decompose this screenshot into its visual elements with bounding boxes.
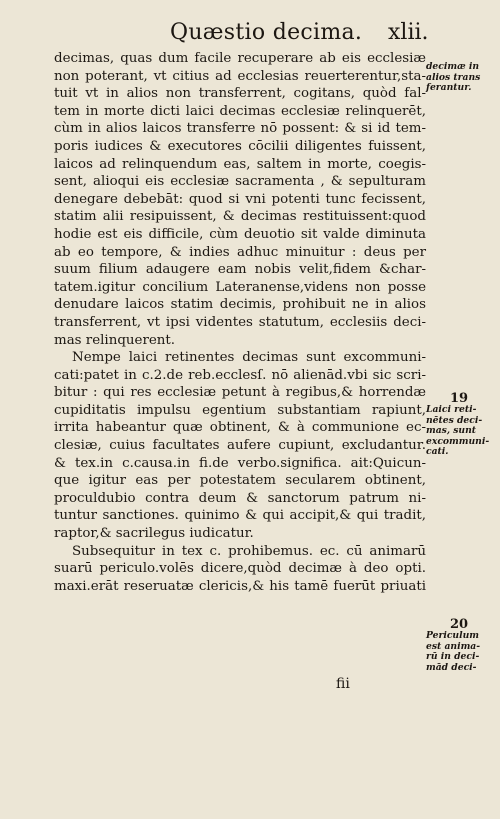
margin-line: cati. [426,446,449,458]
main-text-block [54,50,426,595]
paragraph-3 [54,543,426,596]
margin-line: est anima- [426,640,481,652]
text-line: raptor,& sacrilegus iudicatur. [54,526,254,542]
text-line: statim alii resipuissent, & decimas restituissent:quod [54,209,426,225]
text-line: tatem.igitur concilium Lateranense,videns non posse [54,279,426,295]
catchword: fii [336,676,350,692]
text-line: laicos ad relinquendum eas, saltem in morte, coegis- [54,156,426,172]
text-line: que igitur eas per potestatem secularem obtinent, [54,473,426,489]
text-line: maxi.erāt reseruatæ clericis,& his tamē fuerūt priuati [54,578,426,594]
text-line: hodie est eis difficile, cùm deuotio sit valde diminuta [54,226,426,242]
margin-line: mas, sunt [426,425,477,437]
text-line: denudare laicos statim decimis, prohibuit ne in alios [54,297,426,313]
margin-line: nētes deci- [426,414,483,426]
text-line: cupiditatis impulsu egentium substantiam rapiunt, [54,402,426,418]
text-line: tuit vt in alios non transferrent, cogitans, quòd fal- [54,86,426,102]
text-line: & tex.in c.causa.in fi.de verbo.significa. ait:Quicun- [54,455,426,471]
text-line: proculdubio contra deum & sanctorum patrum ni- [54,490,426,506]
margin-line: ferantur. [426,82,472,94]
text-line: Subsequitur in tex c. prohibemus. ec. cū animarū [72,543,426,559]
folio-number: xlii. [388,20,429,45]
margin-note-2 [426,392,498,458]
text-line: irrita habeantur quæ obtinent, & à communione ec- [54,420,426,436]
text-line: tem in morte dicti laici decimas ecclesiæ relinquerēt, [54,103,426,119]
margin-line: Periculum [426,630,480,641]
text-line: suum filium adaugere eam nobis velit,fidem &char- [54,262,426,278]
margin-note-number: 20 [450,617,469,632]
text-line: clesiæ, cuius facultates aufere cupiunt, excludantur. [54,438,426,454]
margin-line: mād deci- [426,661,477,673]
text-line: ab eo tempore, & indies adhuc minuitur : deus per [54,244,426,260]
margin-note-number: 19 [450,391,469,406]
text-line: sent, alioqui eis ecclesiæ sacramenta , & sepulturam [54,174,426,190]
text-line: Nempe laici retinentes decimas sunt excommuni- [72,350,426,366]
text-line: cùm in alios laicos transferre nō possent: & si id tem- [54,121,426,137]
margin-line: rū in deci- [426,651,480,663]
paragraph-1 [54,50,426,349]
margin-line: Laici reti- [426,404,477,415]
text-line: poris iudices & executores cōcilii diligentes fuissent, [54,138,426,154]
text-line: suarū periculo.volēs dicere,quòd decimæ à deo opti. [54,561,426,577]
margin-line: excommuni- [426,435,490,447]
margin-line: decimæ in [426,61,480,72]
paragraph-2 [54,349,426,543]
margin-line: alios trans [426,71,481,83]
running-title: Quæstio decima. [170,20,363,45]
text-line: cati:patet in c.2.de reb.ecclesſ. nō alienād.vbi sic scri- [54,367,426,383]
text-line: tuntur sanctiones. quinimo & qui accipit,& qui tradit, [54,508,426,524]
text-line: non poterant, vt citius ad ecclesias reuerterentur,sta- [54,68,426,84]
text-line: bitur : qui res ecclesiæ petunt à regibus,& horrendæ [54,385,426,401]
text-line: transferrent, vt ipsi videntes statutum, ecclesiis deci- [54,314,426,330]
text-line: denegare debebāt: quod si vni potenti tunc fecissent, [54,191,426,207]
margin-note-1 [426,62,498,94]
text-line: decimas, quas dum facile recuperare ab eis ecclesiæ [54,51,426,66]
margin-note-3 [426,618,498,673]
running-header [0,20,500,50]
text-line: mas relinquerent. [54,332,176,348]
